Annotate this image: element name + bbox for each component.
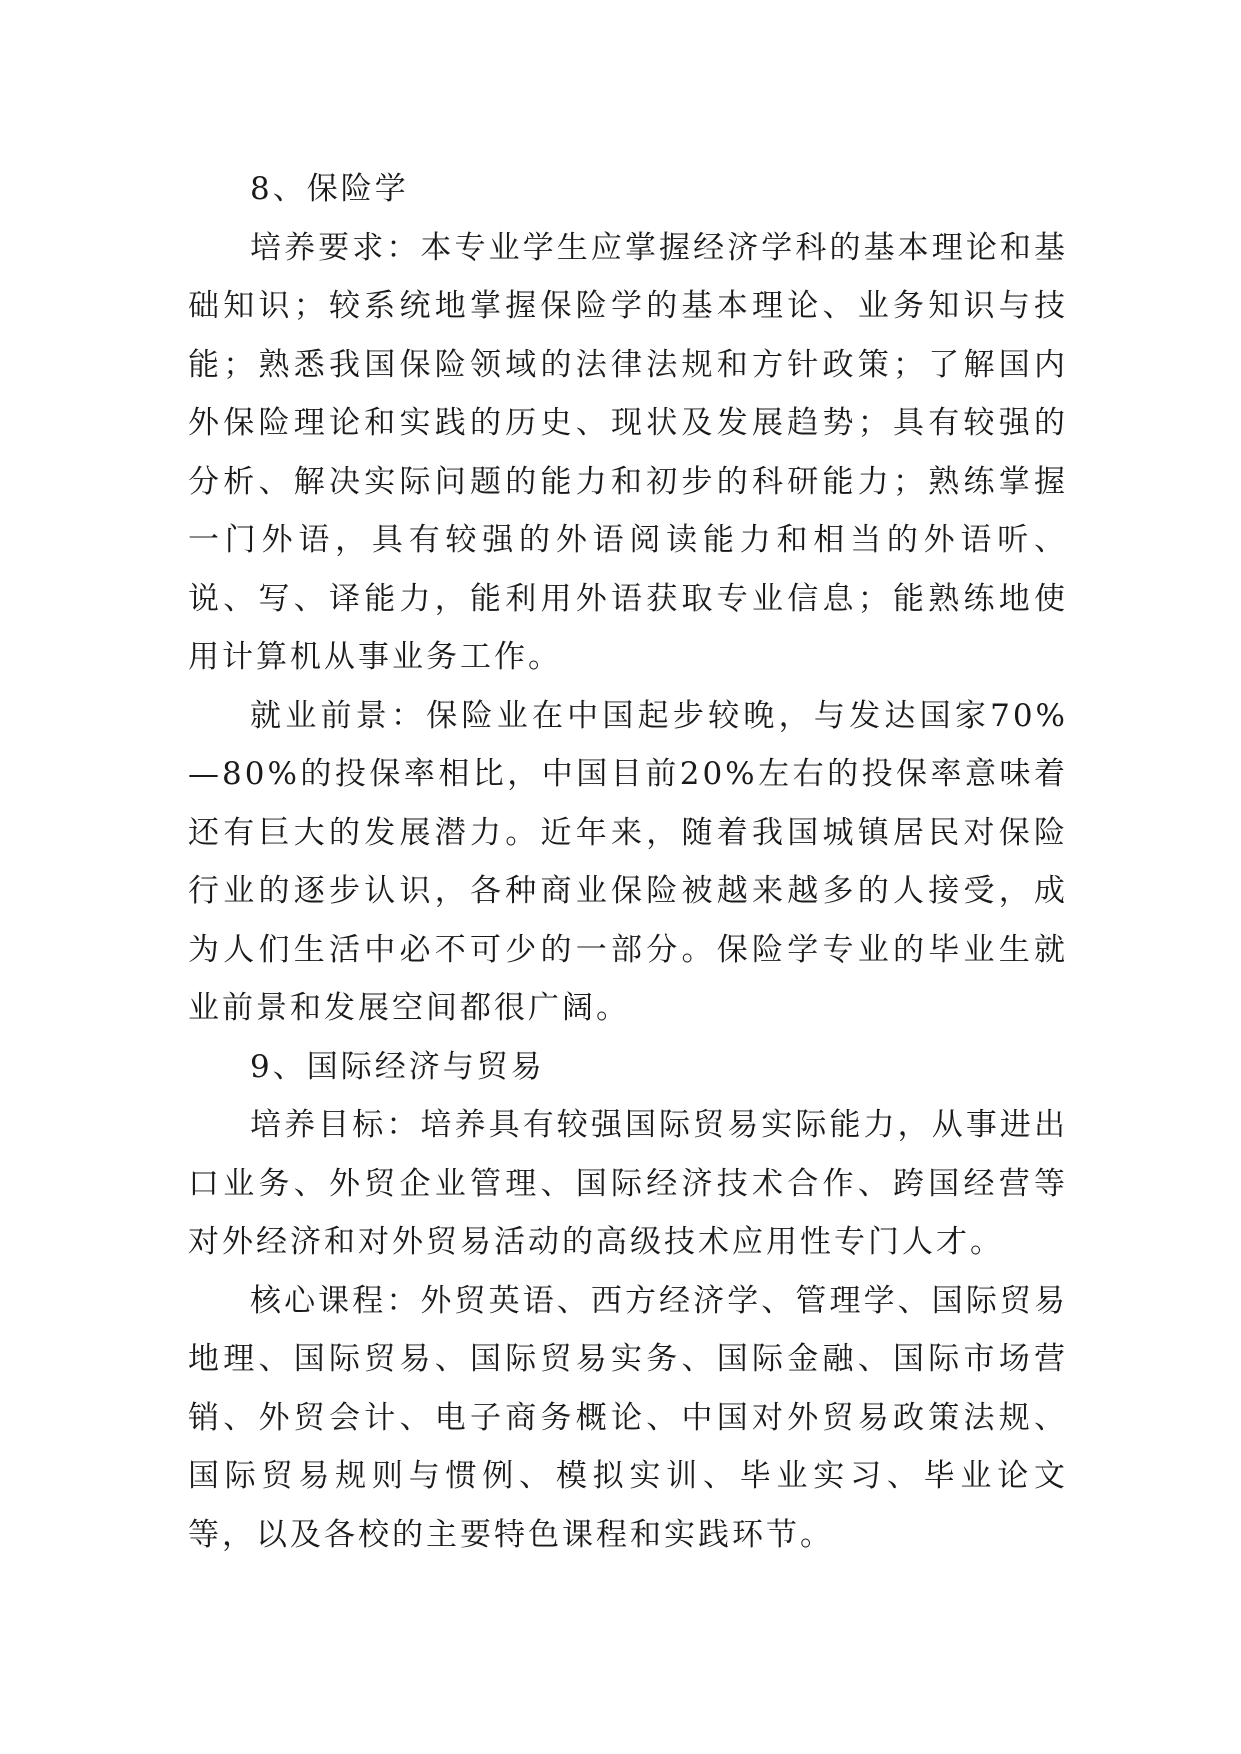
paragraph-core-courses: 核心课程：外贸英语、西方经济学、管理学、国际贸易地理、国际贸易、国际贸易实务、国际金融、国际市场营销、外贸会计、电子商务概论、中国对外贸易政策法规、国际贸易规则与惯例、模拟实训、毕业实习、毕业论文等，以及各校的主要特色课程和实践环节。 — [188, 1282, 1068, 1553]
section-heading-insurance: 8、保险学 — [250, 171, 409, 207]
paragraph-training-requirements: 培养要求：本专业学生应掌握经济学科的基本理论和基础知识；较系统地掌握保险学的基本理论、业务知识与技能；熟悉我国保险领域的法律法规和方针政策；了解国内外保险理论和实践的历史、现状及发展趋势；具有较强的分析、解决实际问题的能力和初步的科研能力；熟练掌握一门外语，具有较强的外语阅读能力和相当的外语听、说、写、译能力，能利用外语获取专业信息；能熟练地使用计算机从事业务工作。 — [188, 229, 1068, 675]
paragraph-employment-prospects: 就业前景：保险业在中国起步较晚，与发达国家70%—80%的投保率相比，中国目前20%左右的投保率意味着还有巨大的发展潜力。近年来，随着我国城镇居民对保险行业的逐步认识，各种商业保险被越来越多的人接受，成为人们生活中必不可少的一部分。保险学专业的毕业生就业前景和发展空间都很广阔。 — [188, 697, 1068, 1026]
section-heading-international-trade: 9、国际经济与贸易 — [250, 1048, 545, 1085]
document-body — [188, 160, 1068, 1564]
paragraph-training-objectives: 培养目标：培养具有较强国际贸易实际能力，从事进出口业务、外贸企业管理、国际经济技术合作、跨国经营等对外经济和对外贸易活动的高级技术应用性专门人才。 — [188, 1107, 1068, 1260]
